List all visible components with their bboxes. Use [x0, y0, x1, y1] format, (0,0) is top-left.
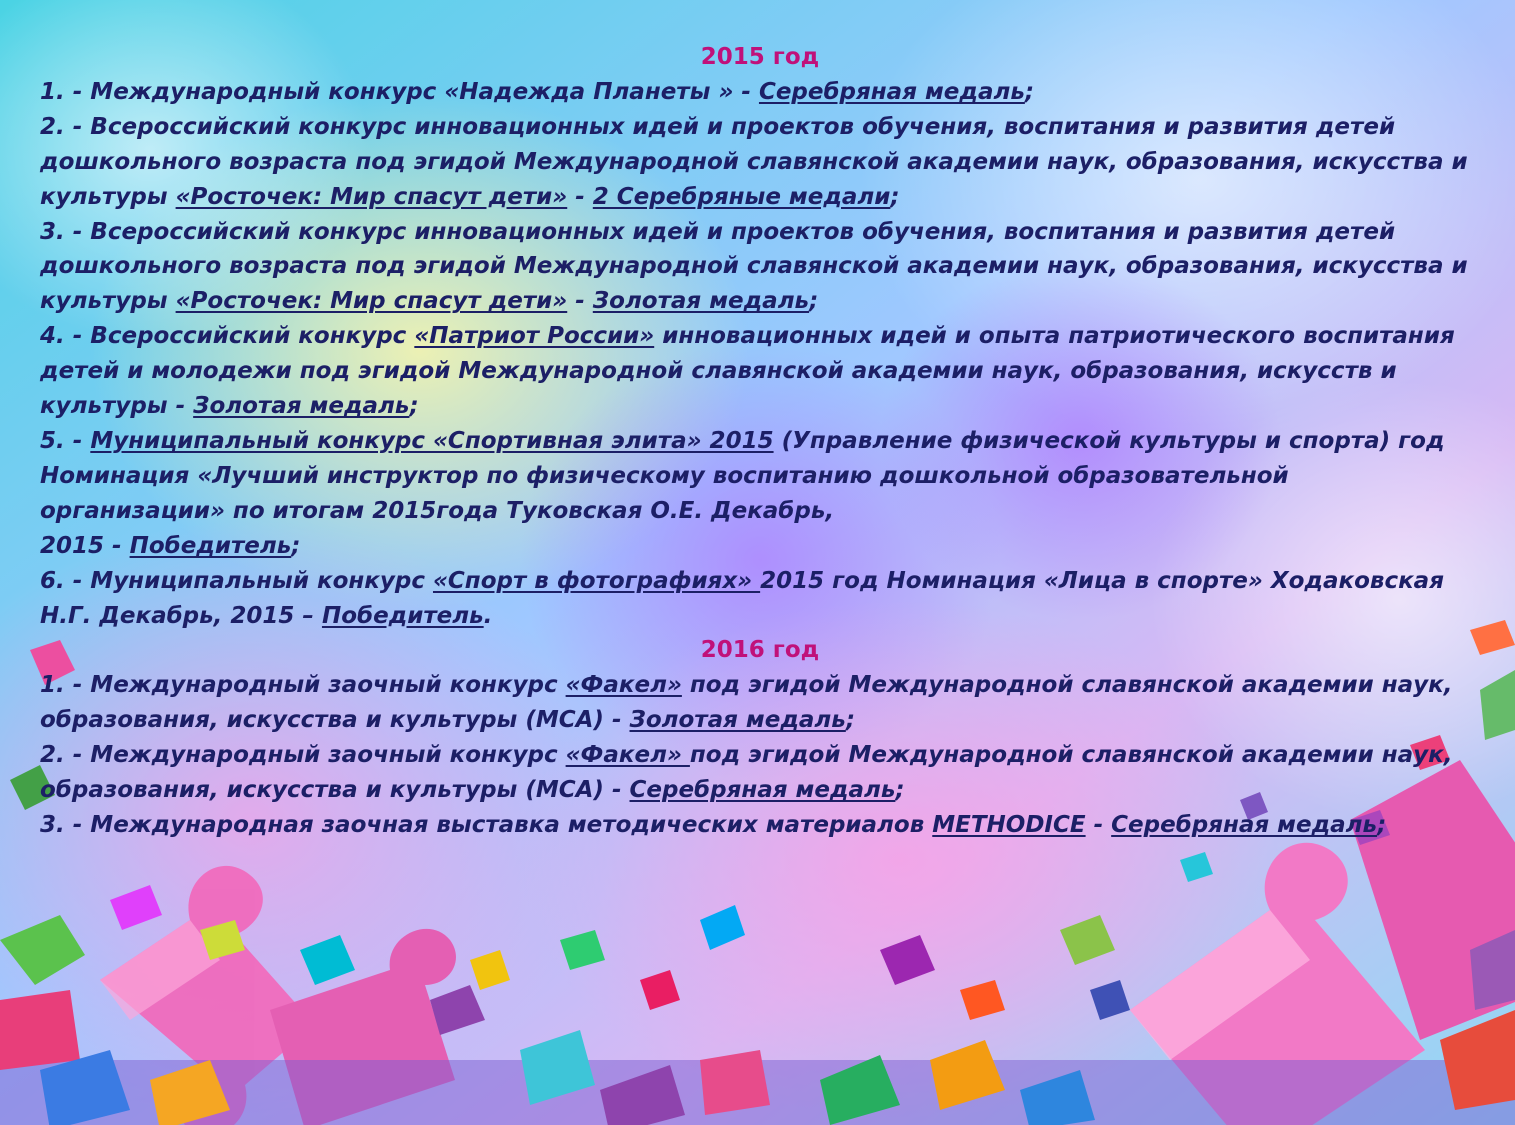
year-heading-2016: 2016 год — [700, 637, 820, 664]
award-link[interactable]: Серебряная медаль — [1111, 811, 1378, 838]
item-text: ; — [1024, 78, 1035, 105]
item-2015-3 — [40, 215, 1480, 320]
slide-text — [40, 40, 1480, 843]
contest-link[interactable]: «Спорт в фотографиях» — [432, 567, 761, 594]
item-2015-1 — [40, 75, 1480, 110]
item-text: 6. - Муниципальный конкурс — [40, 567, 433, 594]
contest-link[interactable]: «Факел» — [565, 672, 682, 699]
item-text: - — [567, 183, 593, 210]
item-text: . — [483, 602, 493, 629]
contest-link[interactable]: METHODICE — [932, 811, 1086, 838]
contest-link[interactable]: Муниципальный конкурс «Спортивная элита» 2015 — [90, 427, 774, 454]
award-link[interactable]: Золотая медаль — [592, 288, 810, 315]
item-text: ; — [895, 777, 905, 804]
item-text: ; — [890, 183, 900, 210]
item-text: 2. - Международный заочный конкурс — [40, 742, 566, 769]
item-text: под эгидой Международной славянской академии наук, образования, искусства и культуры (МСА) - — [40, 742, 1453, 804]
award-link[interactable]: Золотая медаль — [629, 707, 846, 734]
year-heading-2015: 2015 год — [700, 44, 820, 70]
item-2016-1 — [40, 668, 1480, 738]
item-text: ; — [1377, 811, 1387, 838]
item-text: под эгидой Международной славянской академии наук, образования, искусства и культуры (МСА) - — [40, 672, 1453, 734]
contest-link[interactable]: «Патриот России» — [414, 323, 655, 350]
item-text: 3. - Всероссийский конкурс инновационных идей и проектов обучения, воспитания и развития детей дошкольного возраста под эгидой Международной славянской академии наук, образования, искусства и культуры — [40, 218, 1468, 315]
item-text: 3. - Международная заочная выставка методических материалов — [40, 811, 933, 838]
item-text: 2015 год Номинация «Лица в спорте» Ходаковская Н.Г. Декабрь, 2015 – — [40, 567, 1444, 629]
item-text: ; — [291, 532, 301, 559]
item-2015-5 — [40, 424, 1480, 564]
item-text: 4. - Всероссийский конкурс — [40, 323, 415, 350]
item-text: - — [1085, 811, 1112, 838]
award-link[interactable]: Золотая медаль — [193, 393, 410, 420]
item-text: 1. - Международный заочный конкурс — [40, 672, 566, 699]
item-text: - — [567, 288, 593, 315]
contest-link[interactable]: «Факел» — [565, 742, 690, 769]
item-2015-2 — [40, 110, 1480, 215]
item-text: инновационных идей и опыта патриотического воспитания детей и молодежи под эгидой Международной славянской академии наук, образования, искусств и культуры - — [40, 323, 1455, 420]
award-link[interactable]: Серебряная медаль — [758, 78, 1025, 105]
item-text: ; — [409, 393, 419, 420]
award-link[interactable]: Победитель — [129, 532, 292, 559]
item-text: 5. - — [40, 427, 91, 454]
award-link[interactable]: Серебряная медаль — [629, 777, 896, 804]
item-text: 2. - Всероссийский конкурс инновационных идей и проектов обучения, воспитания и развития детей дошкольного возраста под эгидой Международной славянской академии наук, образования, искусства и культуры — [40, 113, 1468, 210]
award-link[interactable]: Победитель — [321, 602, 484, 629]
item-text: 1. - Международный конкурс «Надежда Планеты » - — [40, 78, 759, 105]
item-text: ; — [809, 288, 819, 315]
item-2015-4 — [40, 319, 1480, 424]
item-text: ; — [845, 707, 856, 734]
item-2015-6 — [40, 564, 1480, 634]
award-link[interactable]: 2 Серебряные медали — [592, 183, 891, 210]
contest-link[interactable]: «Росточек: Мир спасут дети» — [175, 288, 568, 315]
contest-link[interactable]: «Росточек: Мир спасут дети» — [175, 183, 568, 210]
item-text: (Управление физической культуры и спорта) год Номинация «Лучший инструктор по физическому воспитанию дошкольной образовательной организации» по итогам 2015года Туковская О.Е. Декабрь, — [40, 427, 1445, 524]
item-text: 2015 - — [40, 532, 130, 559]
item-2016-2 — [40, 738, 1480, 808]
item-2016-3 — [40, 808, 1480, 843]
